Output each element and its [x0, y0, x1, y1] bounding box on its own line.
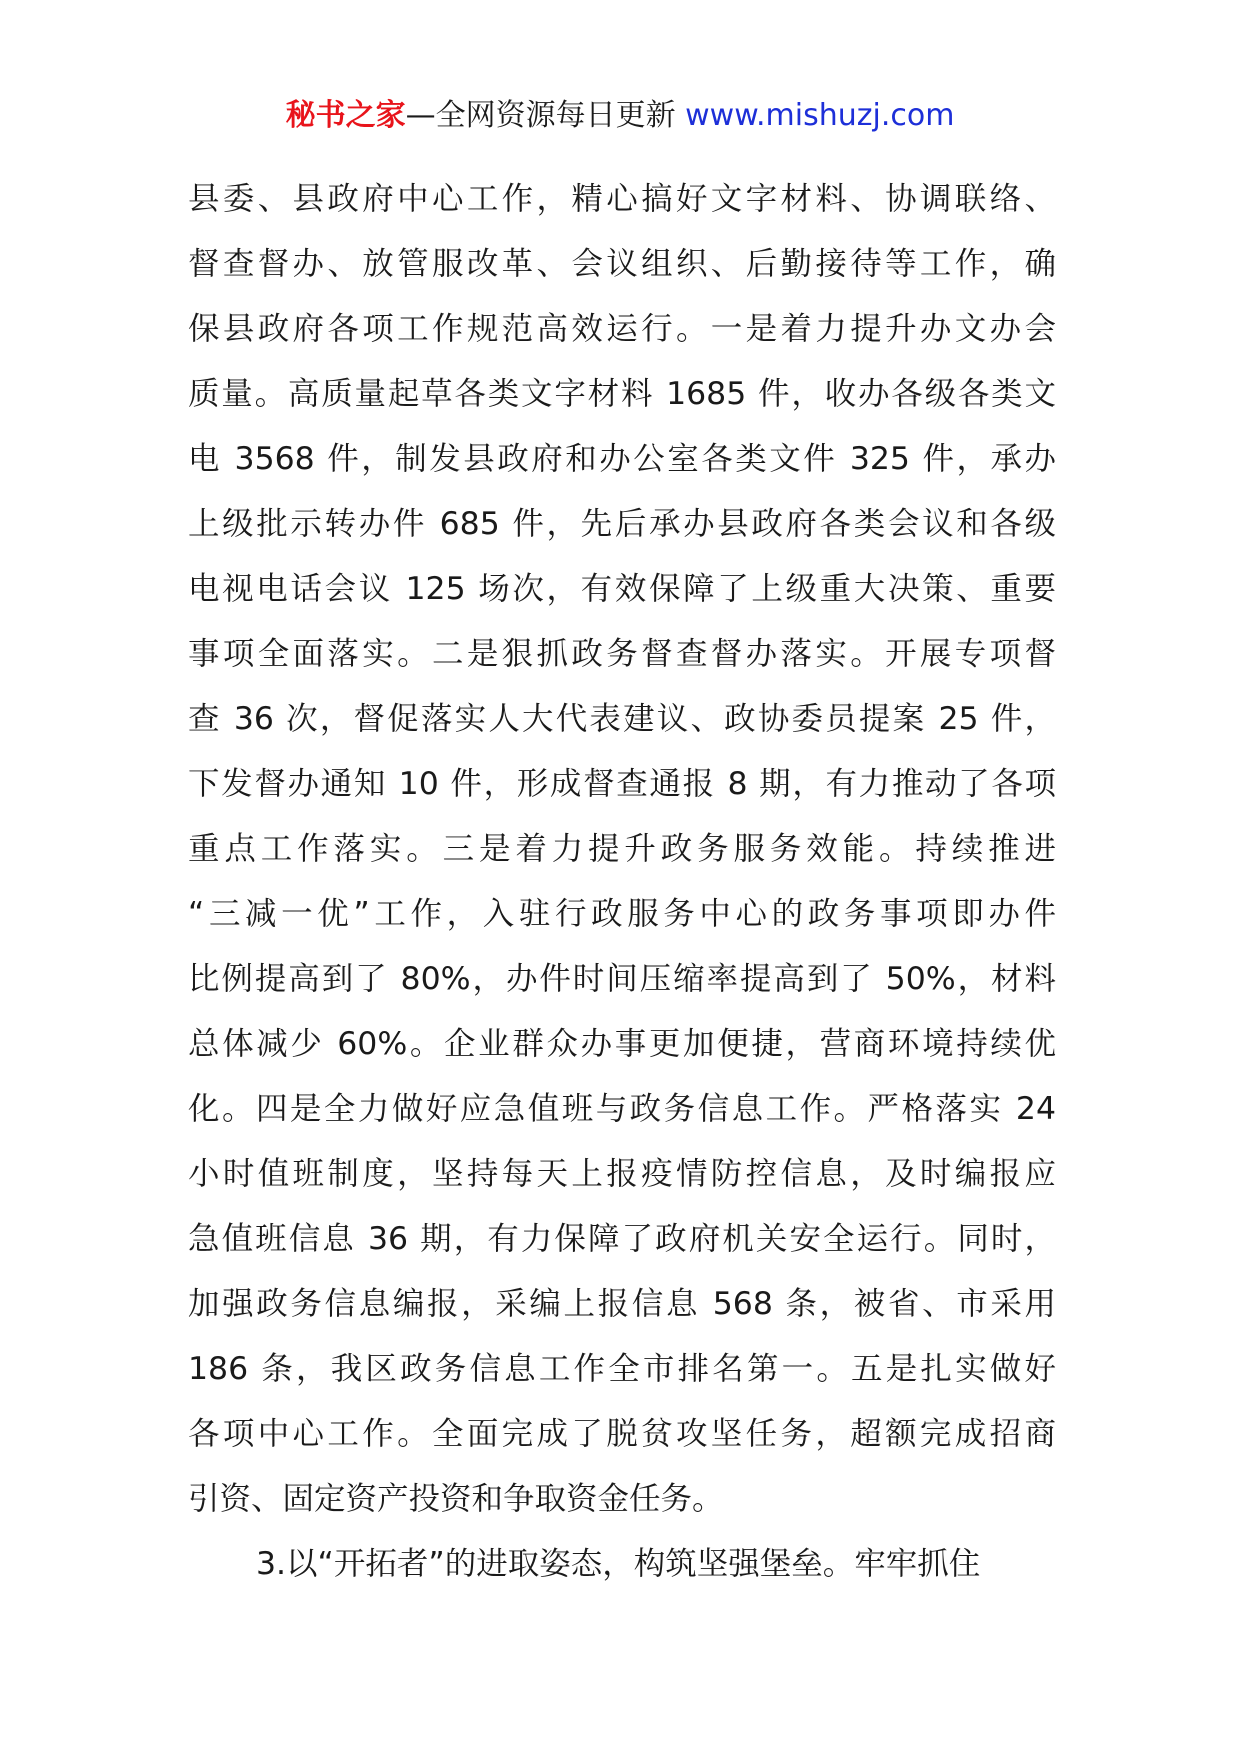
text-line: 引资、固定资产投资和争取资金任务。 — [188, 1481, 724, 1517]
text-line: 县委、县政府中心工作，精心搞好文字材料、协调联络、 — [188, 181, 1056, 217]
header-slogan: —全网资源每日更新 — [405, 98, 686, 133]
text-line: 加强政务信息编报，采编上报信息 568 条，被省、市采用 — [188, 1286, 1056, 1322]
site-header — [0, 96, 1240, 136]
text-line: 急值班信息 36 期，有力保障了政府机关安全运行。同时， — [188, 1221, 1056, 1257]
text-line: 质量。高质量起草各类文字材料 1685 件，收办各级各类文 — [188, 376, 1056, 412]
text-line: 下发督办通知 10 件，形成督查通报 8 期，有力推动了各项 — [188, 766, 1056, 802]
site-url[interactable]: www.mishuzj.com — [685, 98, 955, 133]
text-line: 小时值班制度，坚持每天上报疫情防控信息，及时编报应 — [188, 1156, 1056, 1192]
text-line: 化。四是全力做好应急值班与政务信息工作。严格落实 24 — [188, 1091, 1056, 1127]
document-body — [188, 167, 1056, 1597]
brand-name: 秘书之家 — [285, 98, 406, 133]
text-line: 3.以“开拓者”的进取姿态，构筑坚强堡垒。牢牢抓住 — [256, 1546, 981, 1582]
text-line: 电视电话会议 125 场次，有效保障了上级重大决策、重要 — [188, 571, 1056, 607]
text-line: 比例提高到了 80%，办件时间压缩率提高到了 50%，材料 — [188, 961, 1056, 997]
text-line: 事项全面落实。二是狠抓政务督查督办落实。开展专项督 — [188, 636, 1056, 672]
text-line: 督查督办、放管服改革、会议组织、后勤接待等工作，确 — [188, 246, 1056, 282]
text-line: 重点工作落实。三是着力提升政务服务效能。持续推进 — [188, 831, 1056, 867]
text-line: 186 条，我区政务信息工作全市排名第一。五是扎实做好 — [188, 1351, 1056, 1387]
text-line: 各项中心工作。全面完成了脱贫攻坚任务，超额完成招商 — [188, 1416, 1056, 1452]
text-line: “三减一优”工作，入驻行政服务中心的政务事项即办件 — [188, 896, 1056, 932]
text-line: 上级批示转办件 685 件，先后承办县政府各类会议和各级 — [188, 506, 1056, 542]
paragraph — [188, 1532, 1056, 1597]
text-line: 总体减少 60%。企业群众办事更加便捷，营商环境持续优 — [188, 1026, 1056, 1062]
text-line: 查 36 次，督促落实人大代表建议、政协委员提案 25 件， — [188, 701, 1056, 737]
paragraph — [188, 167, 1056, 1532]
text-line: 电 3568 件，制发县政府和办公室各类文件 325 件，承办 — [188, 441, 1056, 477]
text-line: 保县政府各项工作规范高效运行。一是着力提升办文办会 — [188, 311, 1056, 347]
